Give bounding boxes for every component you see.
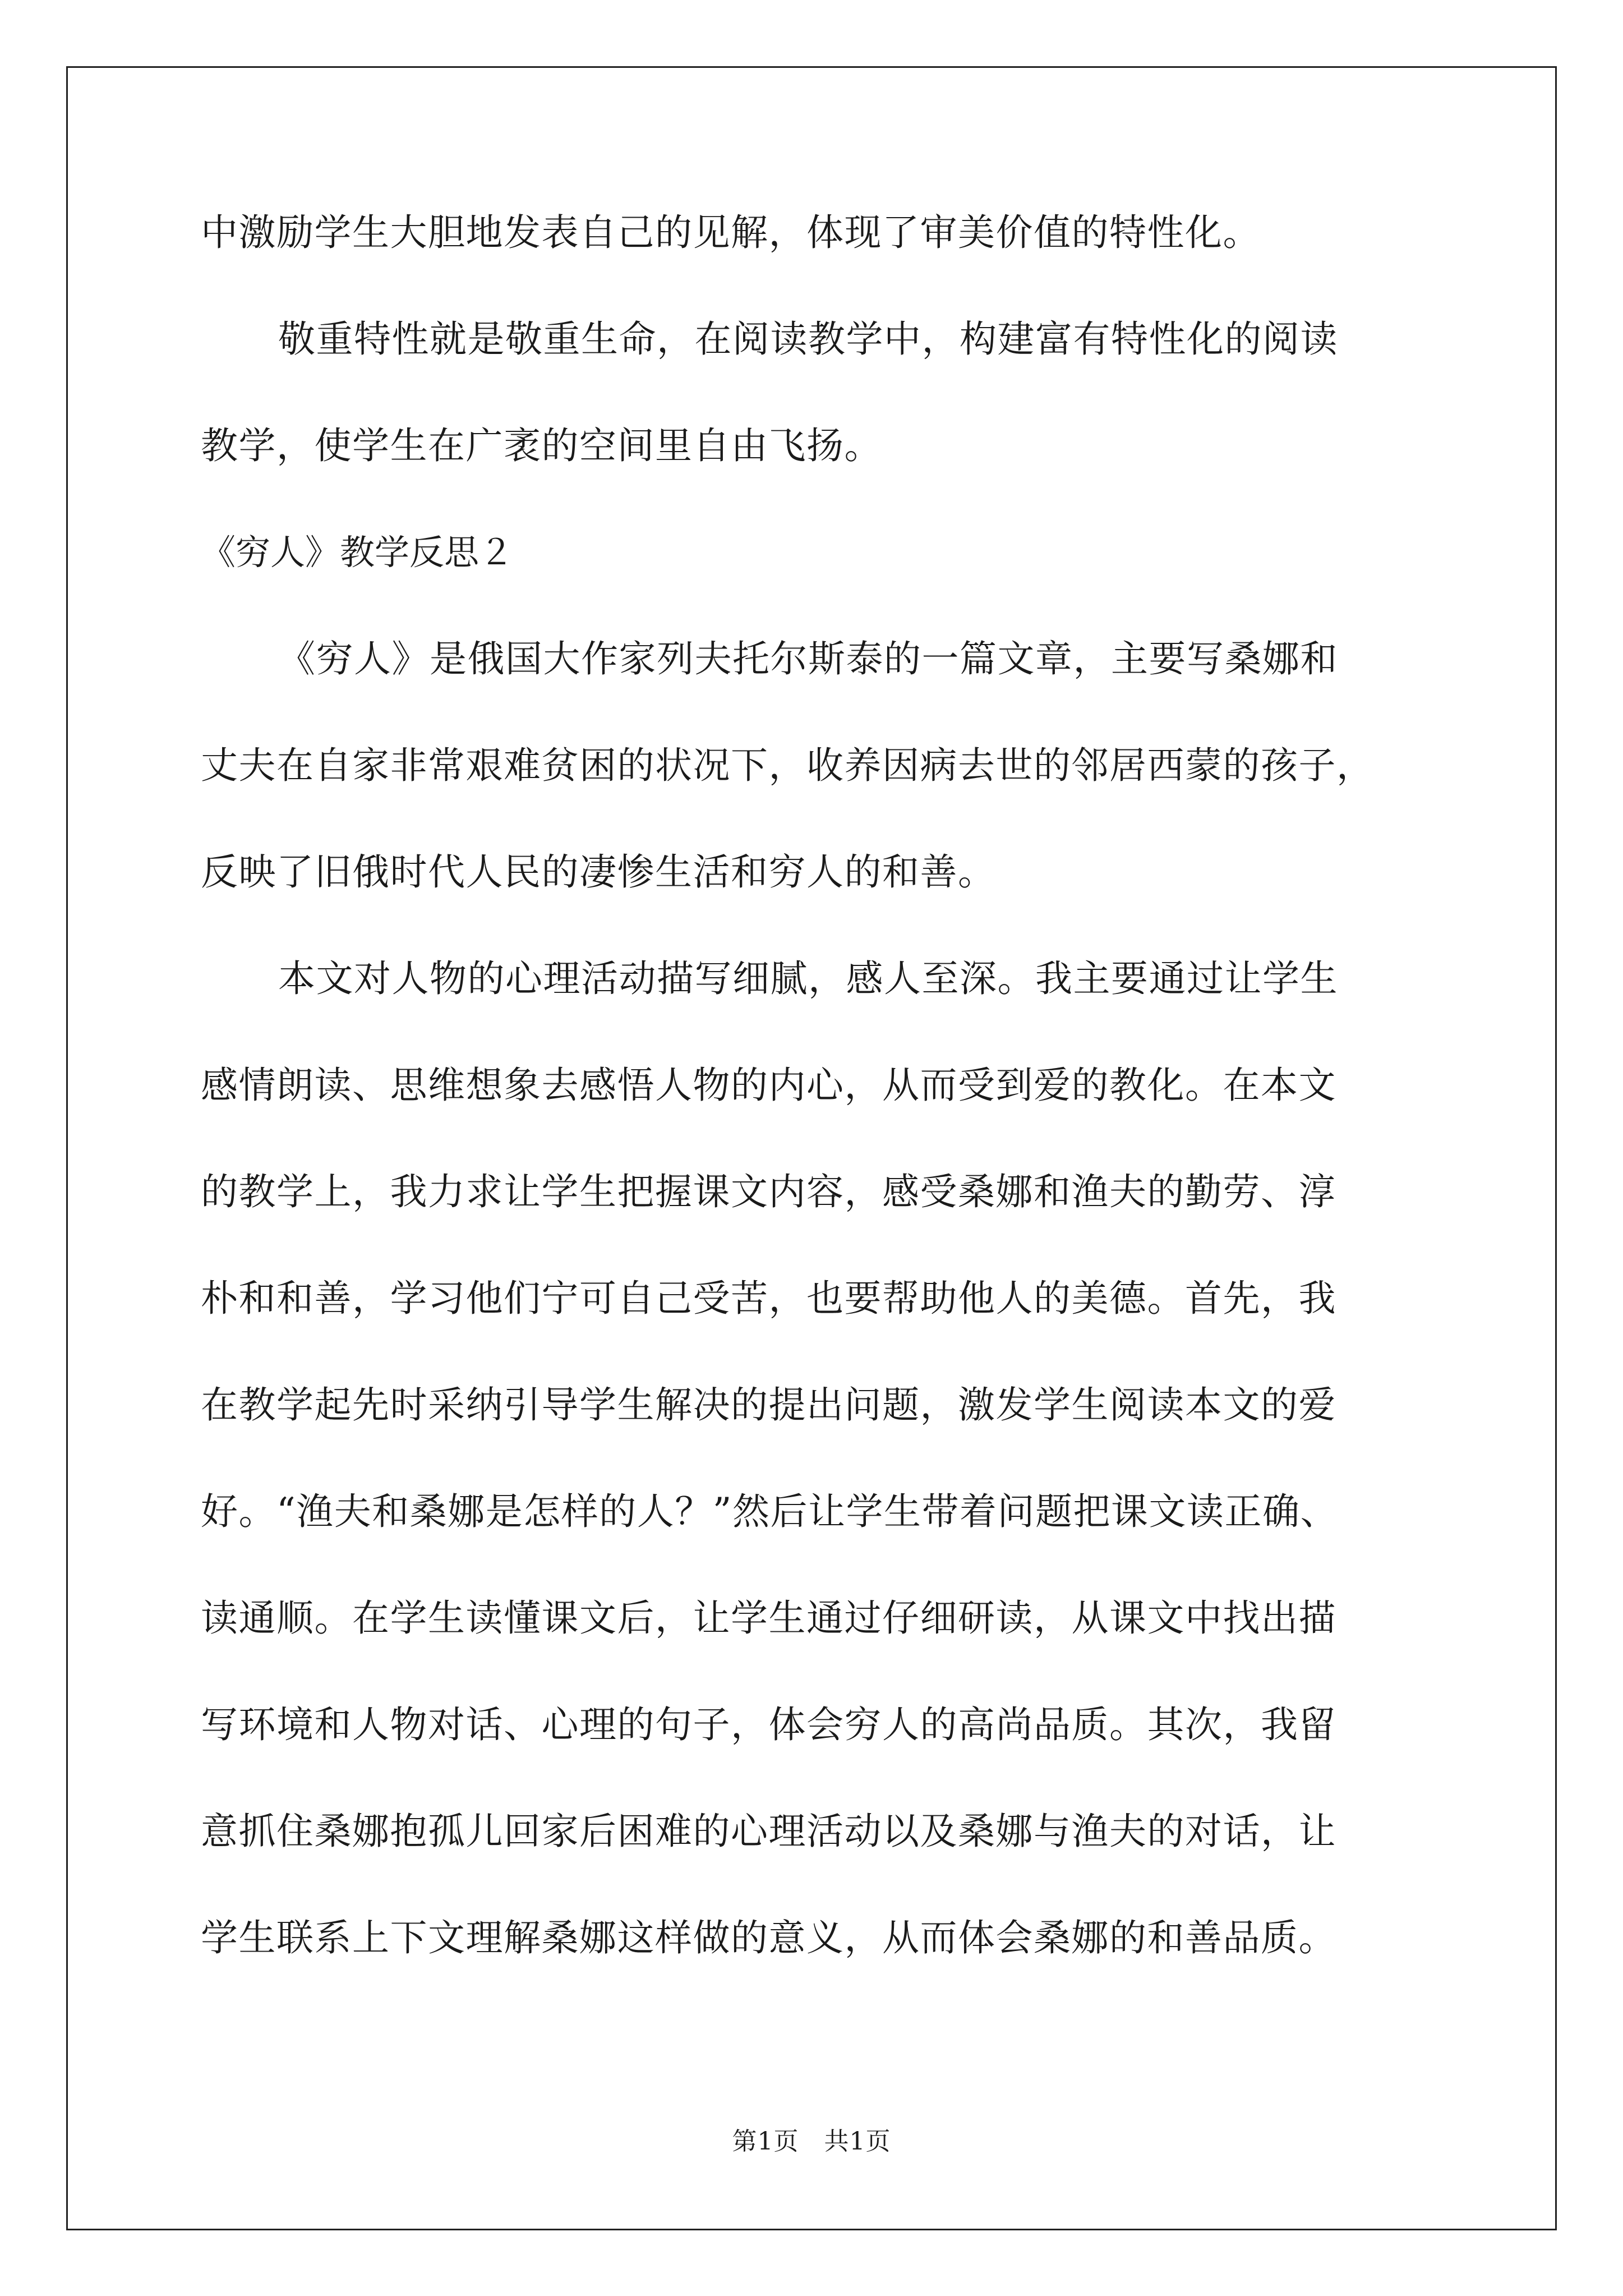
page-footer: 第1页 共1页 <box>732 2127 891 2156</box>
text-line: 学生联系上下文理解桑娜这样做的意义，从而体会桑娜的和善品质。 <box>201 1916 1336 1959</box>
text-line: 在教学起先时采纳引导学生解决的提出问题，激发学生阅读本文的爱 <box>201 1383 1336 1427</box>
text-line: 丈夫在自家非常艰难贫困的状况下，收养因病去世的邻居西蒙的孩子， <box>201 744 1375 787</box>
text-line: 《穷人》是俄国大作家列夫托尔斯泰的一篇文章，主要写桑娜和 <box>278 637 1338 680</box>
text-line: 朴和和善，学习他们宁可自己受苦，也要帮助他人的美德。首先，我 <box>201 1277 1336 1320</box>
text-line: 反映了旧俄时代人民的凄惨生活和穷人的和善。 <box>201 850 996 894</box>
text-line: 教学，使学生在广袤的空间里自由飞扬。 <box>201 424 882 467</box>
text-line: 中激励学生大胆地发表自己的见解，体现了审美价值的特性化。 <box>201 211 1261 254</box>
section-heading: 《穷人》教学反思２ <box>201 532 514 573</box>
text-line: 写环境和人物对话、心理的句子，体会穷人的高尚品质。其次，我留 <box>201 1703 1336 1746</box>
text-line: 敬重特性就是敬重生命，在阅读教学中，构建富有特性化的阅读 <box>278 318 1338 361</box>
text-line: 感情朗读、思维想象去感悟人物的内心，从而受到爱的教化。在本文 <box>201 1064 1336 1107</box>
page-border <box>66 66 1557 2230</box>
text-line: 读通顺。在学生读懂课文后，让学生通过仔细研读，从课文中找出描 <box>201 1596 1336 1640</box>
text-line: 意抓住桑娜抱孤儿回家后困难的心理活动以及桑娜与渔夫的对话，让 <box>201 1810 1336 1853</box>
text-line: 本文对人物的心理活动描写细腻，感人至深。我主要通过让学生 <box>278 957 1338 1000</box>
text-line: 好。“渔夫和桑娜是怎样的人？”然后让学生带着问题把课文读正确、 <box>201 1490 1338 1533</box>
text-line: 的教学上，我力求让学生把握课文内容，感受桑娜和渔夫的勤劳、淳 <box>201 1170 1336 1213</box>
